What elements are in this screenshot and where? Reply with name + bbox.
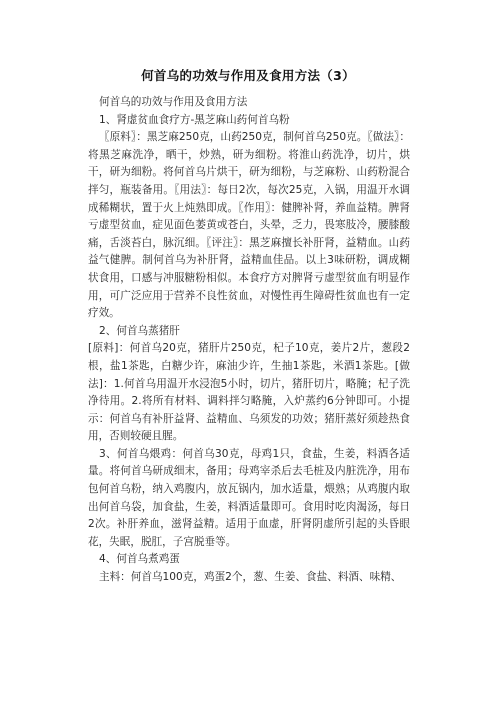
section-heading-4: 4、何首乌煮鸡蛋 (99, 553, 180, 566)
section-body-1: 〖原料〗：黑芝麻250克，山药250克，制何首乌250克。〖做法〗：将黑芝麻洗净，晒干，炒熟，研为细粉。将淮山药洗净，切片，烘干，研为细粉。将何首乌片烘干，研为细粉，与芝麻粉、山药粉混合拌匀，瓶装备用。〖用法〗：每日2次，每次25克，入锅，用温开水调成稀糊状，置于火上炖熟即成。〖作用〗：健脾补肾，养血益精。脾肾亏虚型贫血，症见面色萎黄或苍白，头晕，乏力，畏寒肢冷，腰膝酸痛，舌淡苔白，脉沉细。〖评注〗：黑芝麻擅长补肝肾，益精血。山药益气健脾。制何首乌为补肝肾，益精血佳品。以上3味研粉，调成糊状食用，口感与冲服糖粉相似。本食疗方对脾肾亏虚型贫血有明显作用，可广泛应用于营养不良性贫血，对慢性再生障碍性贫血也有一定疗效。 (88, 131, 410, 320)
section-body-4: 主料：何首乌100克，鸡蛋2个，葱、生姜、食盐、料酒、味精、 (99, 571, 402, 584)
document-title: 何首乌的功效与作用及食用方法（3） (141, 68, 355, 83)
section-body-3: 3、何首乌煨鸡：何首乌30克，母鸡1只，食盐，生姜，料酒各适量。将何首乌研成细末，备用；母鸡宰杀后去毛桩及内脏洗净，用布包何首乌粉，纳入鸡腹内，放瓦锅内，加水适量，煨熟；从鸡腹内取出何首乌袋，加食盐，生姜，料酒适量即可。食用时吃肉渴汤，每日2次。补肝养血，滋肾益精。适用于血虚，肝肾阴虚所引起的头昏眼花，失眠，脱肛，子宫脱垂等。 (88, 447, 410, 548)
section-heading-1: 1、肾虚贫血食疗方-黑芝麻山药何首乌粉 (99, 113, 290, 126)
section-body-2: [原料]：何首乌20克，猪肝片250克，杞子10克，姜片2片，葱段2根，盐1茶匙，白糖少许，麻油少许，生抽1茶匙，米酒1茶匙。[做法]：1.何首乌用温开水浸泡5小时，切片，猪肝切片，略腌；杞子洗净待用。2.将所有材料、调料拌匀略腌，入炉蒸约6分钟即可。小提示：何首乌有补肝益肾、益精血、乌须发的功效；猪肝蒸好须趁热食用，否则较硬且腥。 (88, 342, 410, 443)
section-heading-2: 2、何首乌蒸猪肝 (99, 324, 180, 337)
intro-heading: 何首乌的功效与作用及食用方法 (99, 96, 248, 108)
document-body (88, 94, 410, 587)
